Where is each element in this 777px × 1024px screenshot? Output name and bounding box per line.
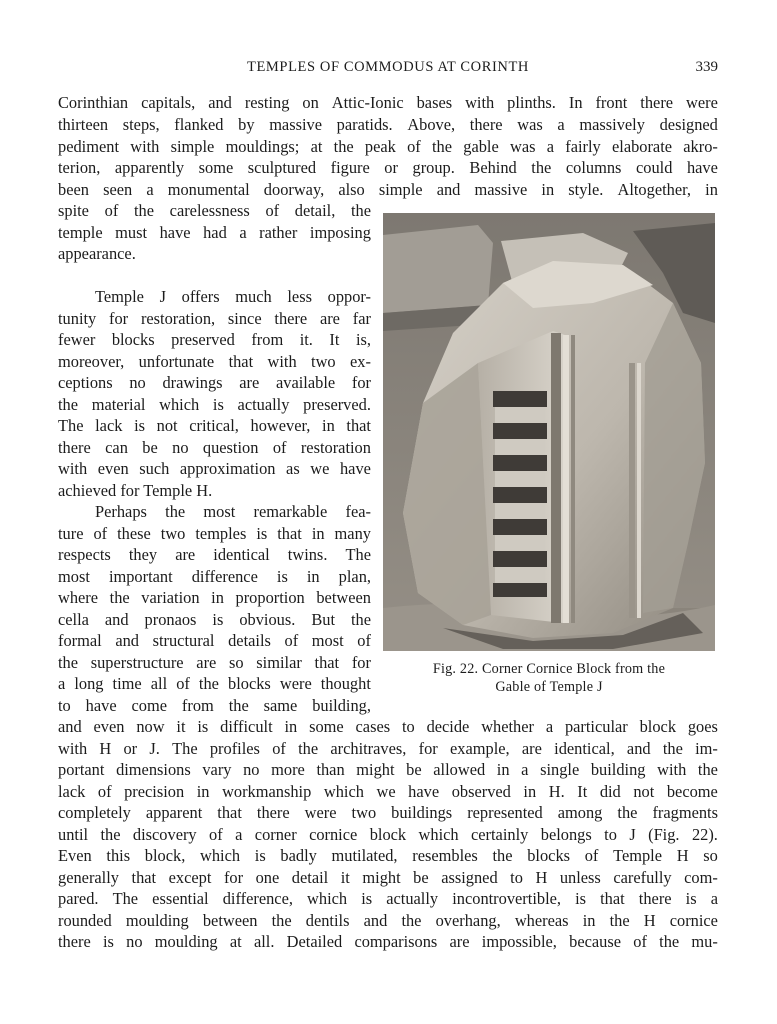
running-title: TEMPLES OF COMMODUS AT CORINTH [247,59,529,75]
text-line: pediment with simple mouldings; at the peak of the gable was a fairly elaborate akro- [58,137,718,156]
text-line: formal and structural details of most of [58,631,371,650]
running-head [58,59,718,79]
text-line: until the discovery of a corner cornice block which certainly belongs to J (Fig. 22). [58,825,718,844]
text-line: thirteen steps, flanked by massive paratids. Above, there was a massively designed [58,115,718,134]
text-line: the material which is actually preserved. [58,395,371,414]
text-line: there is no moulding at all. Detailed comparisons are impossible, because of the mu- [58,932,718,951]
text-line: completely apparent that there were two buildings represented among the fragments [58,803,718,822]
cornice-block-photo [383,213,715,651]
text-line: most important difference is in plan, [58,567,371,586]
text-line: a long time all of the blocks were thought [58,674,371,693]
text-line: been seen a monumental doorway, also simple and massive in style. Altogether, in [58,180,718,199]
text-line: generally that except for one detail it might be assigned to H unless carefully com- [58,868,718,887]
text-line: Perhaps the most remarkable fea- [95,502,371,521]
text-line: Corinthian capitals, and resting on Attic-Ionic bases with plinths. In front there were [58,93,718,112]
text-line: terion, apparently some sculptured figure or group. Behind the columns could have [58,158,718,177]
text-line: moreover, unfortunate that with two ex- [58,352,371,371]
text-line: with even such approximation as we have [58,459,371,478]
text-line: ture of these two temples is that in many [58,524,371,543]
text-line: with H or J. The profiles of the architraves, for example, are identical, and the im- [58,739,718,758]
figure-caption [383,660,715,696]
text-line: cella and pronaos is obvious. But the [58,610,371,629]
text-line: Temple J offers much less oppor- [95,287,371,306]
text-line: temple must have had a rather imposing [58,223,371,242]
page-number: 339 [695,59,718,75]
text-line: The lack is not critical, however, in that [58,416,371,435]
text-line: rounded moulding between the dentils and the overhang, whereas in the H cornice [58,911,718,930]
text-line: fewer blocks preserved from it. It is, [58,330,371,349]
text-line: where the variation in proportion between [58,588,371,607]
text-line: respects they are identical twins. The [58,545,371,564]
text-line: achieved for Temple H. [58,481,213,500]
text-line: spite of the carelessness of detail, the [58,201,371,220]
text-line: there can be no question of restoration [58,438,371,457]
text-line: Even this block, which is badly mutilated, resembles the blocks of Temple H so [58,846,718,865]
text-line: appearance. [58,244,136,263]
text-line: the superstructure are so similar that for [58,653,371,672]
cornice-block-image [383,213,715,651]
text-line: ceptions no drawings are available for [58,373,371,392]
caption-line: Fig. 22. Corner Cornice Block from the [432,661,666,677]
text-line: lack of precision in workmanship which we have observed in H. It did not become [58,782,718,801]
text-line: tunity for restoration, since there are far [58,309,371,328]
caption-line: Gable of Temple J [495,679,603,695]
text-line: pared. The essential difference, which is actually incontrovertible, is that there is a [58,889,718,908]
text-line: to have come from the same building, [58,696,371,715]
text-line: portant dimensions vary no more than might be allowed in a single building with the [58,760,718,779]
text-line: and even now it is difficult in some cases to decide whether a particular block goes [58,717,718,736]
